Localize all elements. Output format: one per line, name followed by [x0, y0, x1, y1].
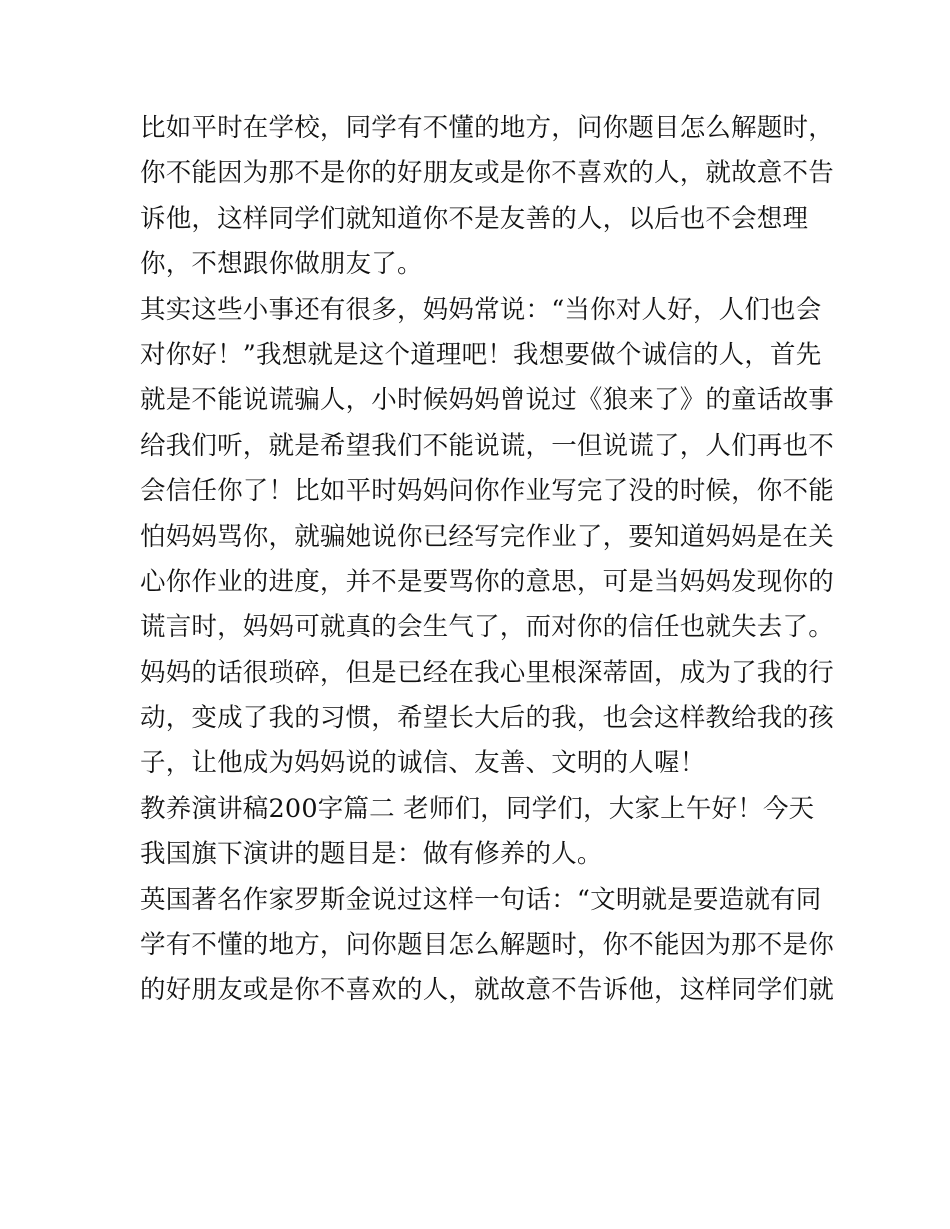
text-line: 你，不想跟你做朋友了。: [140, 249, 423, 280]
text-line: 的好朋友或是你不喜欢的人，就故意不告诉他，这样同学们就: [140, 975, 834, 1006]
text-line: 其实这些小事还有很多，妈妈常说：“当你对人好，人们也会: [140, 294, 822, 325]
text-line: 子，让他成为妈妈说的诚信、友善、文明的人喔！: [140, 748, 706, 779]
text-line: 心你作业的进度，并不是要骂你的意思，可是当妈妈发现你的: [140, 566, 834, 597]
text-line: 你不能因为那不是你的好朋友或是你不喜欢的人，就故意不告: [140, 158, 834, 189]
text-line: 对你好！”我想就是这个道理吧！我想要做个诚信的人，首先: [140, 339, 822, 370]
text-line: 学有不懂的地方，问你题目怎么解题时，你不能因为那不是你: [140, 930, 834, 961]
text-line: 比如平时在学校，同学有不懂的地方，问你题目怎么解题时，: [140, 113, 834, 143]
text-line: 诉他，这样同学们就知道你不是友善的人，以后也不会想理: [140, 203, 809, 234]
text-line: 我国旗下演讲的题目是：做有修养的人。: [140, 839, 603, 870]
text-line: 怕妈妈骂你，就骗她说你已经写完作业了，要知道妈妈是在关: [140, 521, 834, 552]
document-text-body: [140, 106, 834, 1014]
text-line: 会信任你了！比如平时妈妈问你作业写完了没的时候，你不能: [140, 476, 834, 507]
text-line: 给我们听，就是希望我们不能说谎，一但说谎了，人们再也不: [140, 430, 834, 461]
text-line: 妈妈的话很琐碎，但是已经在我心里根深蒂固，成为了我的行: [140, 657, 834, 688]
text-line: 谎言时，妈妈可就真的会生气了，而对你的信任也就失去了。: [140, 612, 834, 643]
text-line: 动，变成了我的习惯，希望长大后的我，也会这样教给我的孩: [140, 703, 834, 734]
text-line: 教养演讲稿200字篇二 老师们，同学们，大家上午好！今天: [140, 793, 815, 824]
text-line: 就是不能说谎骗人，小时候妈妈曾说过《狼来了》的童话故事: [140, 385, 834, 416]
text-line: 英国著名作家罗斯金说过这样一句话：“文明就是要造就有同: [140, 884, 822, 915]
